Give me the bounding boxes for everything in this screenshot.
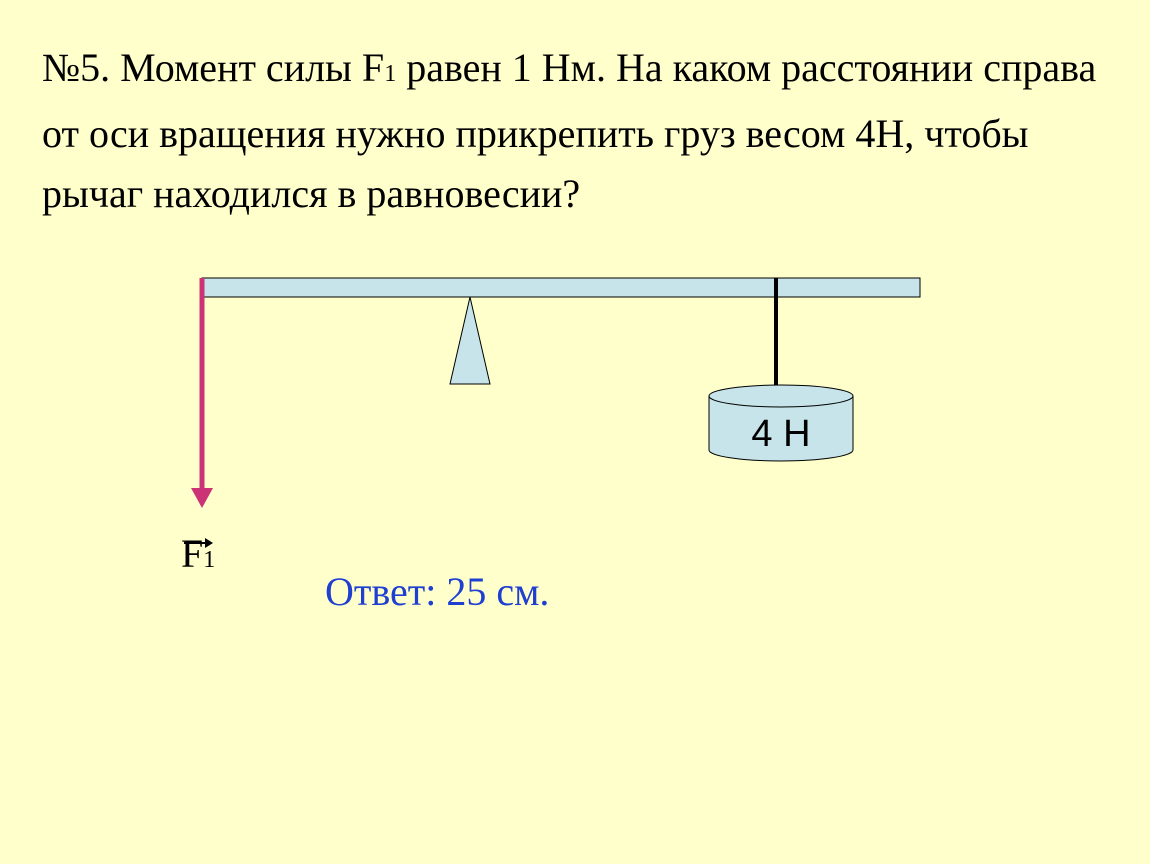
weight-cylinder [709, 385, 853, 461]
fulcrum-triangle [450, 297, 490, 384]
lever-bar [202, 278, 920, 297]
weight-label: 4 Н [751, 413, 811, 455]
question-text-part2: равен 1 Нм. На каком расстоянии справа от оси вращения нужно прикрепить груз весом 4Н, чтобы рычаг находился в равновесии? [42, 45, 1097, 216]
force-subscript: 1 [384, 61, 397, 87]
force-label-subscript: 1 [203, 547, 216, 573]
force-arrow [191, 278, 213, 508]
force-label [181, 530, 215, 584]
question-text-part1: Момент силы F [110, 45, 385, 90]
question-number: №5. [42, 45, 111, 90]
force-symbol: F [181, 531, 204, 576]
answer-text: Ответ: 25 см. [325, 569, 550, 614]
